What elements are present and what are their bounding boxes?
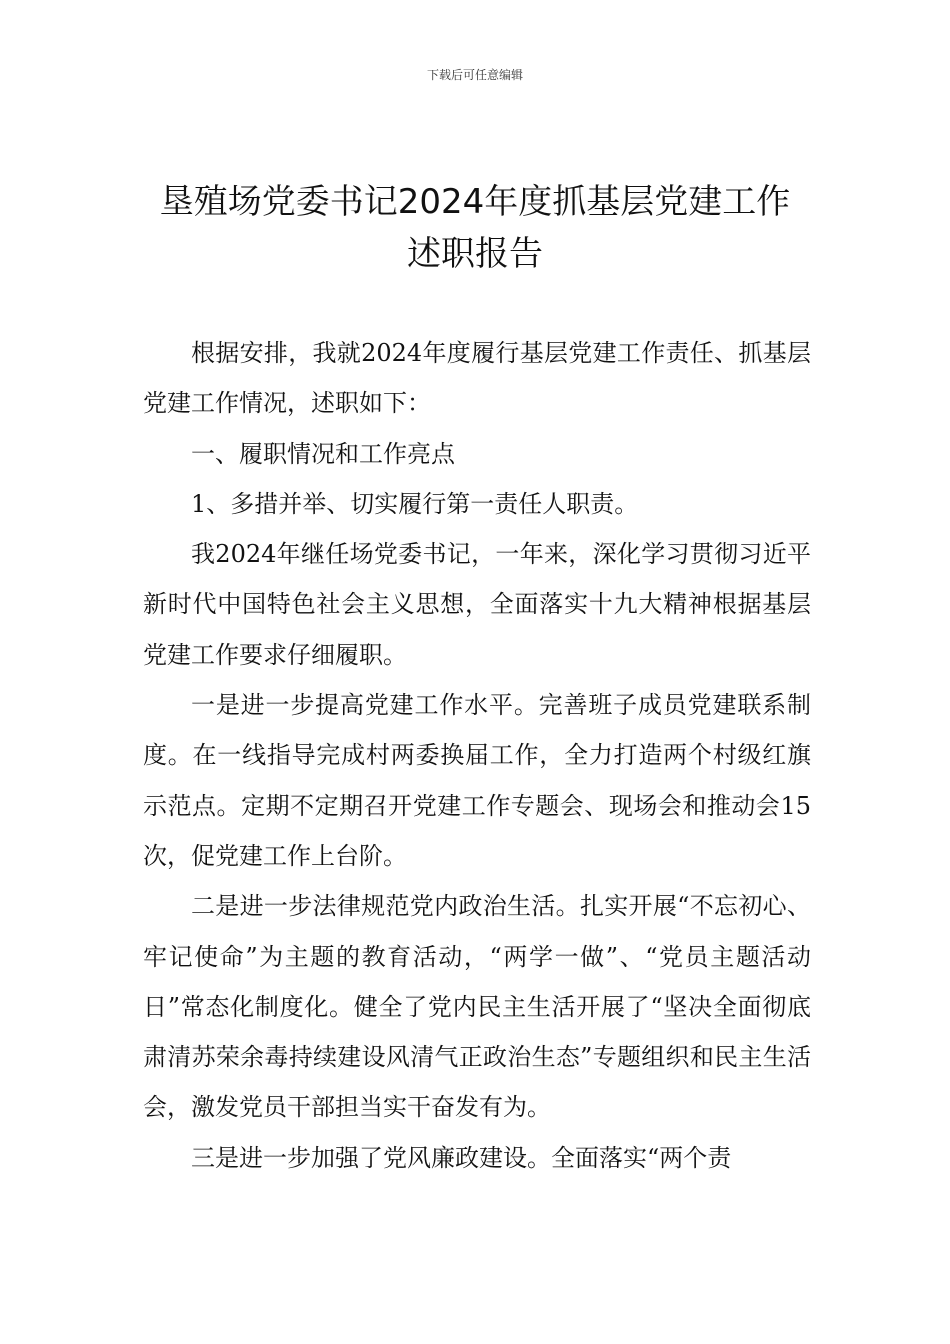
paragraph: 根据安排，我就2024年度履行基层党建工作责任、抓基层党建工作情况，述职如下： (143, 339, 811, 418)
subsection-heading: 1、多措并举、切实履行第一责任人职责。 (191, 489, 639, 518)
header-note: 下载后可任意编辑 (426, 68, 523, 82)
section-heading: 一、履职情况和工作亮点 (191, 439, 455, 468)
document-body (143, 328, 811, 1183)
paragraph: 二是进一步法律规范党内政治生活。扎实开展“不忘初心、牢记使命”为主题的教育活动，“两学一做”、“党员主题活动日”常态化制度化。健全了党内民主生活开展了“坚决全面彻底肃清苏荣余毒持续建设风清气正政治生态”专题组织和民主生活会，激发党员干部担当实干奋发有为。 (143, 892, 811, 1122)
title-line: 述职报告 (407, 234, 543, 274)
document-title (120, 176, 830, 280)
paragraph: 一是进一步提高党建工作水平。完善班子成员党建联系制度。在一线指导完成村两委换届工作，全力打造两个村级红旗示范点。定期不定期召开党建工作专题会、现场会和推动会15次，促党建工作上台阶。 (143, 691, 811, 870)
title-line: 垦殖场党委书记2024年度抓基层党建工作 (159, 182, 791, 222)
paragraph: 我2024年继任场党委书记，一年来，深化学习贯彻习近平新时代中国特色社会主义思想，全面落实十九大精神根据基层党建工作要求仔细履职。 (143, 540, 811, 669)
paragraph: 三是进一步加强了党风廉政建设。全面落实“两个责 (191, 1143, 732, 1172)
